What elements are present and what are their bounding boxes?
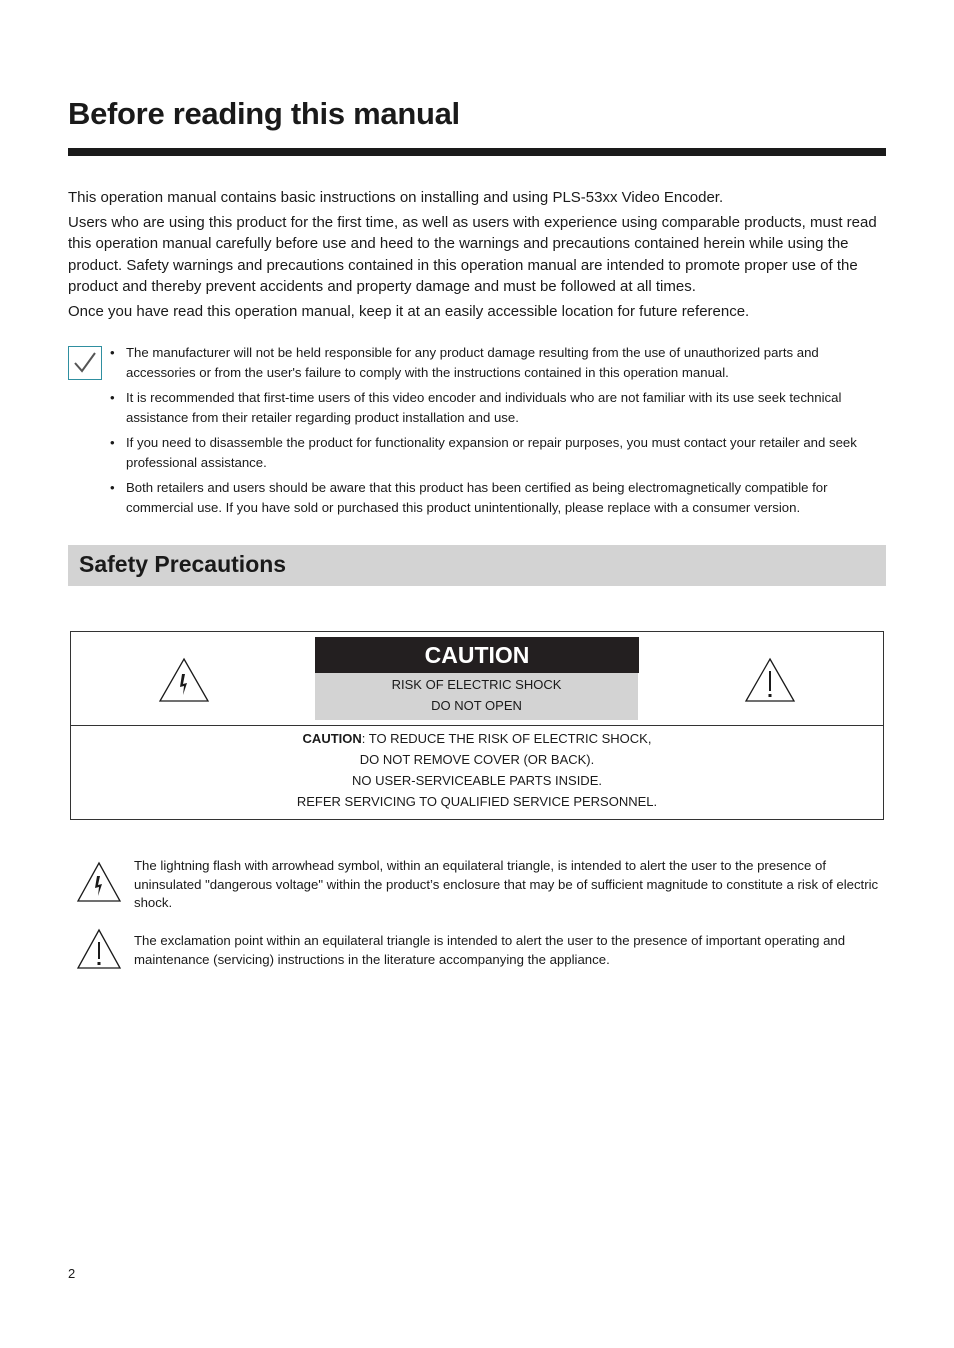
page-number: 2	[68, 1266, 76, 1281]
symbol-description: The lightning flash with arrowhead symbol, within an equilateral triangle, is intended to alert the user to the presence of uninsulated "dangerous voltage" within the product’s enclosure that may be of sufficient magnitude to constitute a risk of electric shock.	[134, 858, 879, 910]
caution-sub-line: RISK OF ELECTRIC SHOCK	[391, 677, 562, 692]
intro-paragraph: Users who are using this product for the first time, as well as users with experience using comparable products, must read this operation manual carefully before use and heed to the warnings and precautions contained herein while using the product. Safety warnings and precautions contained in this operation manual are intended to promote proper use of the product and thereby prevent accidents and property damage and must be followed at all times.	[68, 213, 877, 295]
caution-sub-line: DO NOT OPEN	[431, 698, 522, 713]
caution-header: CAUTION	[315, 637, 639, 673]
symbol-description: The exclamation point within an equilateral triangle is intended to alert the user to the presence of important operating and maintenance (servicing) instructions in the literature accompanying the appliance.	[134, 933, 846, 967]
list-item: • It is recommended that first-time users of this video encoder and individuals who are not familiar with its use seek technical assistance from their retailer regarding product installation and use.	[110, 388, 878, 428]
lightning-warning-icon	[76, 857, 122, 908]
caution-text-line: : TO REDUCE THE RISK OF ELECTRIC SHOCK,	[361, 731, 652, 746]
list-item: • The manufacturer will not be held responsible for any product damage resulting from the use of unauthorized parts and accessories or from the user's failure to comply with the instructions contained in this operation manual.	[110, 343, 878, 383]
notes-list	[110, 343, 878, 523]
section-title: Safety Precautions	[79, 551, 287, 577]
intro-paragraph: This operation manual contains basic instructions on installing and using PLS-53xx Video Encoder.	[68, 189, 724, 206]
caution-text-bold: CAUTION	[302, 731, 362, 746]
caution-text-line: REFER SERVICING TO QUALIFIED SERVICE PERSONNEL.	[296, 794, 658, 809]
exclamation-warning-icon	[76, 928, 122, 979]
checkmark-note-icon	[68, 346, 102, 380]
caution-text-line: DO NOT REMOVE COVER (OR BACK).	[359, 752, 595, 767]
page-title: Before reading this manual	[68, 96, 460, 131]
intro-text	[68, 187, 888, 325]
section-header	[68, 545, 886, 586]
caution-text	[71, 728, 883, 812]
intro-paragraph: Once you have read this operation manual, keep it at an easily accessible location for future reference.	[68, 302, 750, 320]
caution-label-box	[70, 631, 884, 820]
exclamation-warning-icon	[744, 657, 796, 708]
list-item: • If you need to disassemble the product for functionality expansion or repair purposes, you must contact your retailer and seek professional assistance.	[110, 433, 878, 473]
title-rule	[68, 148, 886, 156]
caution-text-line: NO USER-SERVICEABLE PARTS INSIDE.	[352, 773, 602, 788]
caution-divider	[71, 725, 883, 726]
caution-subtitle	[315, 673, 638, 720]
lightning-warning-icon	[158, 657, 210, 708]
list-item: • Both retailers and users should be aware that this product has been certified as being electromagnetically compatible for commercial use. If you have sold or purchased this product unintentionally, please replace with a consumer version.	[110, 478, 878, 518]
